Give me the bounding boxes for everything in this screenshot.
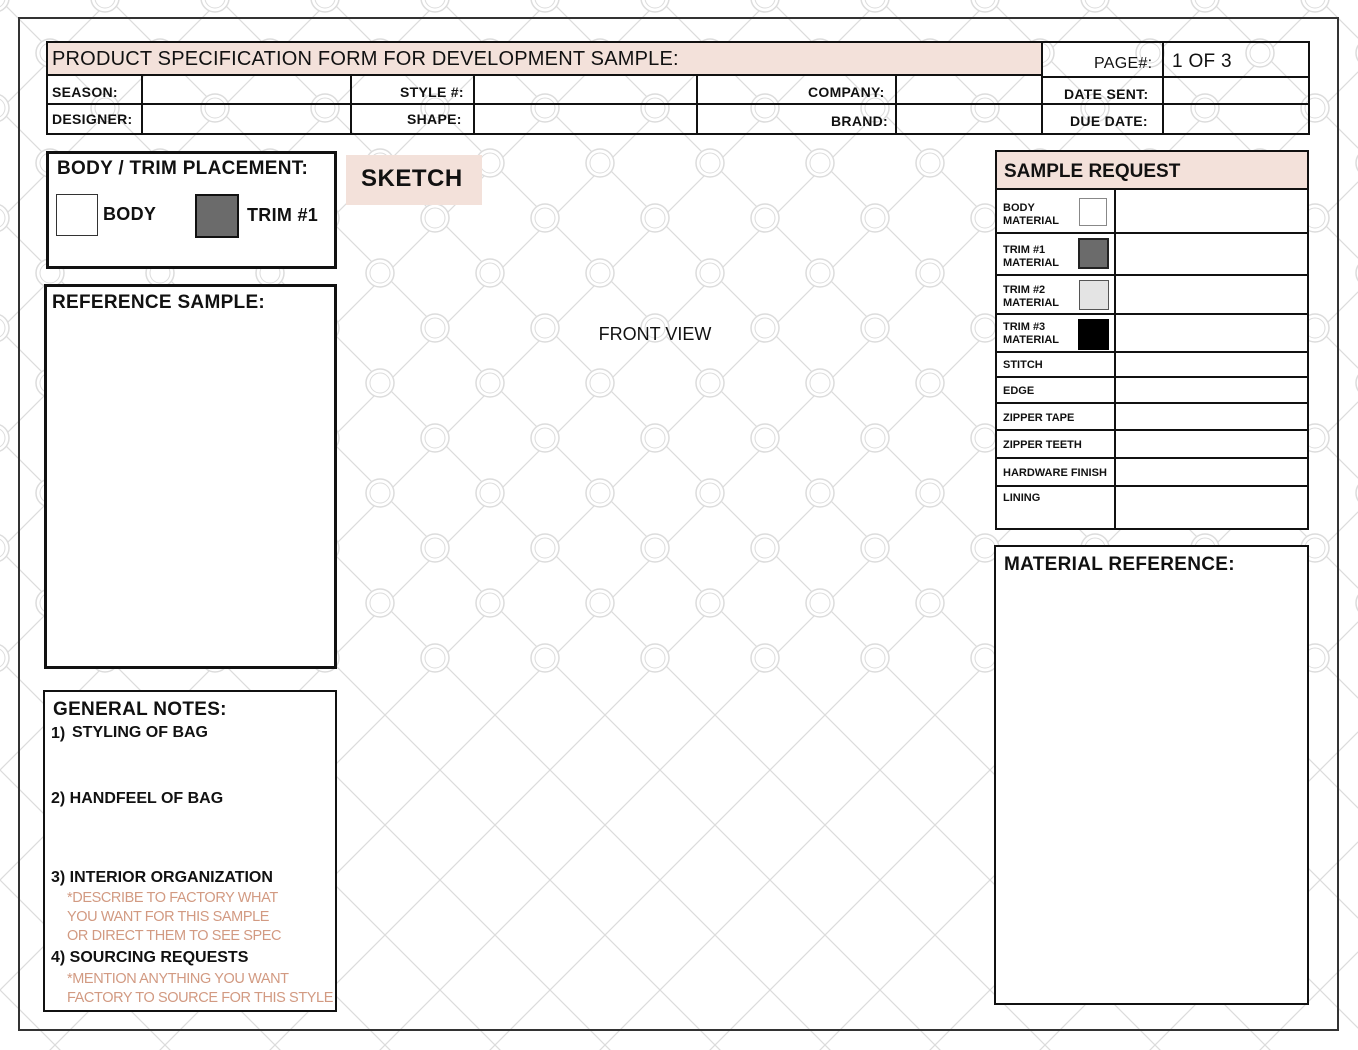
sample-request-row (997, 315, 1307, 353)
notes-title: GENERAL NOTES: (53, 699, 227, 720)
sample-request-row-label (1003, 202, 1059, 228)
note-2: 2) HANDFEEL OF BAG (51, 790, 224, 807)
sample-request-row (997, 487, 1307, 528)
sample-request-value[interactable] (1116, 487, 1307, 528)
note-4-hint-1: *MENTION ANYTHING YOU WANT (67, 971, 289, 987)
row-label-line1: TRIM #2 (1003, 284, 1046, 296)
due-date-field[interactable] (1164, 105, 1308, 133)
sample-request-row (997, 234, 1307, 276)
material-reference-box[interactable] (994, 545, 1309, 1005)
date-sent-field[interactable] (1164, 78, 1308, 103)
sample-request-row (997, 276, 1307, 315)
note-3-hint-3: OR DIRECT THEM TO SEE SPEC (67, 928, 282, 944)
note-1: STYLING OF BAG (72, 724, 208, 741)
material-swatch (1079, 280, 1109, 310)
body-label: BODY (103, 204, 157, 224)
sketch-tag (346, 155, 482, 205)
sample-request-value[interactable] (1116, 190, 1307, 232)
reference-sample-box[interactable] (44, 284, 337, 669)
due-date-label: DUE DATE: (1070, 113, 1148, 129)
header-table (46, 41, 1310, 135)
row-label-line1: STITCH (1003, 359, 1043, 371)
placement-box (46, 151, 337, 269)
form-title: PRODUCT SPECIFICATION FORM FOR DEVELOPMENT SAMPLE: (52, 48, 679, 70)
trim-label: TRIM #1 (247, 205, 319, 225)
row-label-line2: MATERIAL (1003, 257, 1060, 269)
sample-request-row-label (1003, 439, 1082, 452)
row-label-line2: MATERIAL (1003, 334, 1060, 346)
brand-field[interactable] (897, 105, 1041, 133)
sample-request-row (997, 378, 1307, 404)
reference-sample-title: REFERENCE SAMPLE: (52, 292, 266, 313)
company-field[interactable] (897, 76, 1041, 103)
shape-label: SHAPE: (407, 111, 462, 127)
sample-request-row-label (1003, 412, 1074, 425)
note-4: 4) SOURCING REQUESTS (51, 949, 249, 966)
sample-request-value[interactable] (1116, 431, 1307, 457)
sample-request-value[interactable] (1116, 276, 1307, 313)
sample-request-value[interactable] (1116, 378, 1307, 402)
note-4-hint-2: FACTORY TO SOURCE FOR THIS STYLE (67, 990, 333, 1006)
note-3-hint-1: *DESCRIBE TO FACTORY WHAT (67, 890, 278, 906)
sample-request-row (997, 404, 1307, 431)
material-reference-title: MATERIAL REFERENCE: (1004, 554, 1235, 575)
body-swatch (56, 194, 98, 236)
sample-request-divider (1114, 190, 1116, 528)
season-label: SEASON: (52, 84, 118, 100)
sample-request-row (997, 459, 1307, 487)
style-field[interactable] (475, 76, 696, 103)
title-band (48, 43, 1041, 74)
sample-request-value[interactable] (1116, 459, 1307, 485)
sample-request-row-label (1003, 385, 1034, 398)
sketch-title: SKETCH (361, 165, 463, 192)
row-label-line1: LINING (1003, 492, 1041, 504)
designer-label: DESIGNER: (52, 111, 133, 127)
sample-request-table (995, 150, 1309, 530)
row-label-line1: ZIPPER TAPE (1003, 412, 1075, 424)
shape-field[interactable] (475, 105, 696, 133)
style-label: STYLE #: (400, 84, 464, 100)
row-label-line2: MATERIAL (1003, 297, 1060, 309)
page-label: PAGE#: (1094, 55, 1153, 72)
sample-request-row-label (1003, 467, 1107, 480)
sample-request-row (997, 431, 1307, 459)
trim-swatch (195, 194, 239, 238)
sample-request-row (997, 190, 1307, 234)
sample-request-value[interactable] (1116, 315, 1307, 351)
sample-request-row-label (1003, 359, 1043, 372)
sample-request-row-label (1003, 284, 1059, 310)
row-label-line1: EDGE (1003, 385, 1035, 397)
row-label-line1: ZIPPER TEETH (1003, 439, 1082, 451)
page-value[interactable]: 1 OF 3 (1172, 51, 1232, 72)
row-label-line1: TRIM #1 (1003, 244, 1046, 256)
row-label-line1: TRIM #3 (1003, 321, 1046, 333)
sample-request-title: SAMPLE REQUEST (1004, 161, 1181, 182)
company-label: COMPANY: (808, 84, 885, 100)
sample-request-row (997, 353, 1307, 378)
material-swatch (1078, 319, 1109, 350)
note-3: 3) INTERIOR ORGANIZATION (51, 869, 273, 886)
sample-request-value[interactable] (1116, 353, 1307, 376)
designer-field[interactable] (143, 105, 350, 133)
placement-title: BODY / TRIM PLACEMENT: (57, 158, 309, 179)
row-label-line1: BODY (1003, 202, 1035, 214)
row-label-line1: HARDWARE FINISH (1003, 467, 1107, 479)
date-sent-label: DATE SENT: (1064, 86, 1149, 102)
note-1-number: 1) (51, 725, 66, 742)
general-notes-box[interactable] (43, 690, 337, 1012)
sample-request-value[interactable] (1116, 234, 1307, 274)
note-3-hint-2: YOU WANT FOR THIS SAMPLE (67, 909, 270, 925)
sample-request-row-label (1003, 492, 1040, 505)
season-field[interactable] (143, 76, 350, 103)
material-swatch (1078, 238, 1109, 269)
brand-label: BRAND: (831, 113, 889, 129)
front-view-label: FRONT VIEW (598, 324, 712, 344)
sample-request-row-label (1003, 244, 1059, 270)
material-swatch (1079, 198, 1107, 226)
row-label-line2: MATERIAL (1003, 215, 1060, 227)
sample-request-header (997, 152, 1307, 190)
sample-request-value[interactable] (1116, 404, 1307, 429)
sample-request-row-label (1003, 321, 1059, 347)
